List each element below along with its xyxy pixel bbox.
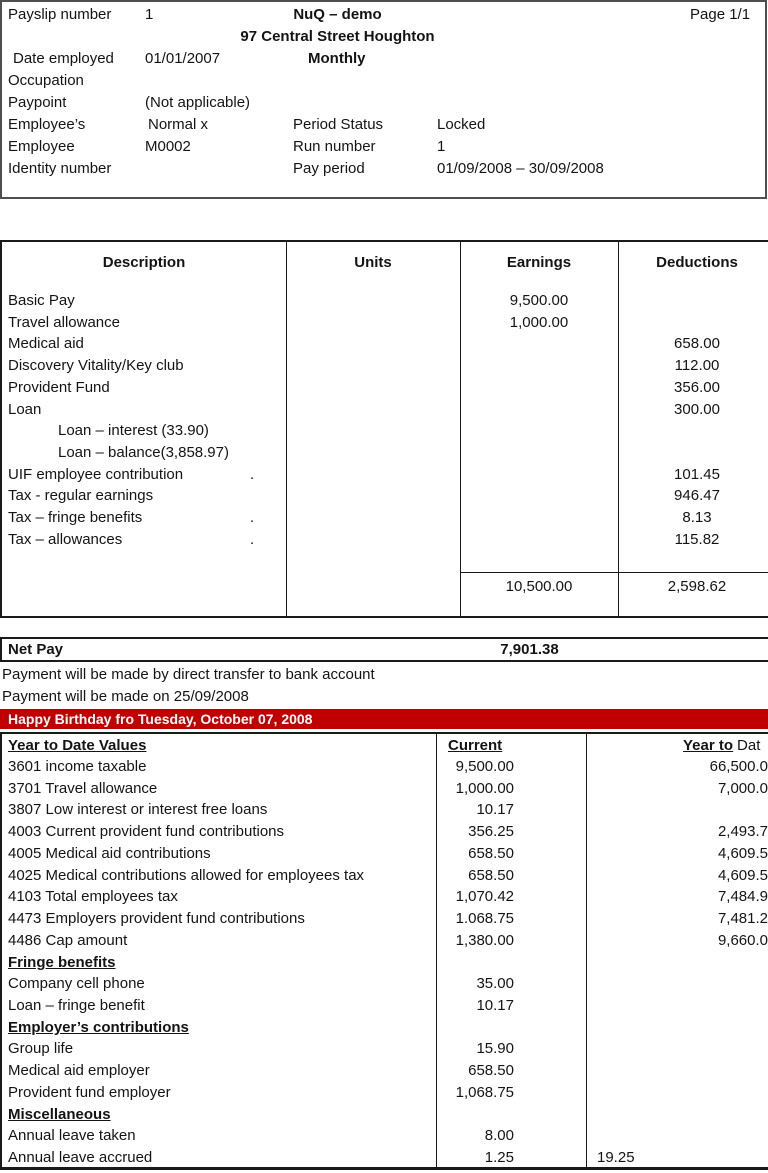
ytd-row-label: 4486 Cap amount	[8, 932, 128, 949]
paypoint-value: (Not applicable)	[145, 94, 251, 111]
ytd-row-label: 4025 Medical contributions allowed for employees tax	[8, 867, 365, 884]
row-stray-dot: .	[250, 466, 255, 483]
ytd-table-row	[2, 845, 768, 865]
ytd-row-ytd-value: 4,609.5	[717, 867, 768, 884]
ytd-row-ytd-value: 4,609.5	[717, 845, 768, 862]
ytd-row-label: Medical aid employer	[8, 1062, 150, 1079]
ytd-header-yeartodate	[683, 737, 760, 754]
earnings-table-row	[2, 292, 768, 312]
row-deductions-value: 658.00	[674, 335, 720, 352]
employees-label: Employee’s	[8, 116, 86, 133]
earnings-table-row	[2, 335, 768, 355]
row-earnings-value: 9,500.00	[509, 292, 569, 309]
row-deductions-value: 946.47	[674, 487, 720, 504]
row-description: Tax - regular earnings	[8, 487, 154, 504]
page-indicator: Page 1/1	[690, 6, 751, 23]
ytd-row-ytd-value: 66,500.0	[709, 758, 768, 775]
row-earnings-value: 1,000.00	[509, 314, 569, 331]
col-header-units: Units	[354, 254, 392, 271]
ytd-table-row	[2, 780, 768, 800]
ytd-row-label: 3807 Low interest or interest free loans	[8, 801, 268, 818]
earnings-deductions-table	[0, 240, 768, 618]
earnings-table-row	[2, 357, 768, 377]
ytd-row-current-value: 1.25	[484, 1149, 514, 1166]
pay-period-label: Pay period	[293, 160, 365, 177]
ytd-row-label: Group life	[8, 1040, 74, 1057]
date-employed-value: 01/01/2007	[145, 50, 221, 67]
ytd-row-ytd-value: 19.25	[597, 1149, 635, 1166]
earnings-table-row	[2, 466, 768, 486]
employee-label: Employee	[8, 138, 75, 155]
ytd-row-current-value: 1,068.75	[455, 1084, 514, 1101]
payment-date-line: Payment will be made on 25/09/2008	[2, 688, 249, 705]
ytd-row-current-value: 15.90	[476, 1040, 514, 1057]
row-description: Loan – interest (33.90)	[58, 422, 209, 439]
ytd-table-row	[2, 888, 768, 908]
ytd-table-row	[2, 1149, 768, 1169]
col-header-earnings: Earnings	[506, 254, 572, 271]
row-description: Provident Fund	[8, 379, 110, 396]
totals-divider-line	[460, 572, 768, 573]
total-deductions: 2,598.62	[667, 578, 727, 595]
year-to-date-table	[0, 732, 768, 1170]
ytd-row-label: 3701 Travel allowance	[8, 780, 158, 797]
row-description: UIF employee contribution	[8, 466, 184, 483]
earnings-table-row	[2, 531, 768, 551]
identity-number-label: Identity number	[8, 160, 112, 177]
ytd-table-row	[2, 758, 768, 778]
earnings-table-row	[2, 422, 768, 442]
ytd-row-ytd-value: 9,660.0	[717, 932, 768, 949]
birthday-banner	[0, 709, 768, 729]
earnings-table-row	[2, 314, 768, 334]
ytd-row-label: 4003 Current provident fund contributions	[8, 823, 285, 840]
ytd-row-label: Provident fund employer	[8, 1084, 171, 1101]
ytd-row-current-value: 658.50	[468, 845, 514, 862]
company-address: 97 Central Street Houghton	[240, 28, 435, 45]
ytd-row-label: 4473 Employers provident fund contributions	[8, 910, 305, 927]
ytd-section-row	[2, 954, 768, 974]
date-employed-label: Date employed	[13, 50, 114, 67]
employee-code: M0002	[145, 138, 191, 155]
ytd-table-row	[2, 1062, 768, 1082]
ytd-row-ytd-value: 2,493.7	[717, 823, 768, 840]
ytd-row-ytd-value: 7,484.9	[717, 888, 768, 905]
row-description: Travel allowance	[8, 314, 120, 331]
ytd-header-values: Year to Date Values	[8, 737, 147, 754]
period-status-label: Period Status	[293, 116, 384, 133]
row-deductions-value: 356.00	[674, 379, 720, 396]
ytd-row-ytd-value: 7,000.0	[717, 780, 768, 797]
payment-method-line: Payment will be made by direct transfer to bank account	[2, 666, 375, 683]
birthday-banner-text: Happy Birthday fro Tuesday, October 07, 2008	[8, 711, 313, 727]
pay-period-value: 01/09/2008 – 30/09/2008	[437, 160, 604, 177]
ytd-row-current-value: 9,500.00	[455, 758, 514, 775]
ytd-table-row	[2, 975, 768, 995]
row-deductions-value: 112.00	[674, 357, 720, 374]
ytd-table-row	[2, 1040, 768, 1060]
ytd-row-current-value: 1,380.00	[455, 932, 514, 949]
run-number-label: Run number	[293, 138, 376, 155]
occupation-label: Occupation	[8, 72, 84, 89]
ytd-row-ytd-value: 7,481.2	[717, 910, 768, 927]
payslip-number-label: Payslip number	[8, 6, 112, 23]
payslip-header-box	[0, 0, 767, 199]
ytd-section-row	[2, 1106, 768, 1126]
row-deductions-value: 101.45	[674, 466, 720, 483]
total-earnings: 10,500.00	[505, 578, 573, 595]
ytd-row-current-value: 8.00	[484, 1127, 514, 1144]
col-header-description: Description	[102, 254, 186, 271]
earnings-table-row	[2, 401, 768, 421]
ytd-row-current-value: 658.50	[468, 867, 514, 884]
ytd-section-heading: Miscellaneous	[8, 1106, 111, 1123]
employees-value: Normal x	[148, 116, 209, 133]
ytd-row-label: Annual leave accrued	[8, 1149, 153, 1166]
ytd-row-label: 4005 Medical aid contributions	[8, 845, 211, 862]
net-pay-value: 7,901.38	[500, 641, 559, 658]
row-stray-dot: .	[250, 531, 255, 548]
row-deductions-value: 300.00	[674, 401, 720, 418]
row-stray-dot: .	[250, 509, 255, 526]
paypoint-label: Paypoint	[8, 94, 67, 111]
ytd-table-row	[2, 1127, 768, 1147]
row-deductions-value: 8.13	[682, 509, 712, 526]
ytd-header-current: Current	[448, 737, 503, 754]
period-status-value: Locked	[437, 116, 486, 133]
row-description: Medical aid	[8, 335, 84, 352]
col-header-deductions: Deductions	[656, 254, 738, 271]
row-description: Loan	[8, 401, 42, 418]
pay-frequency: Monthly	[308, 50, 366, 67]
ytd-row-label: 4103 Total employees tax	[8, 888, 178, 905]
ytd-row-current-value: 10.17	[476, 997, 514, 1014]
payslip-number-value: 1	[145, 6, 154, 23]
ytd-section-heading: Fringe benefits	[8, 954, 116, 971]
net-pay-label: Net Pay	[8, 641, 64, 658]
ytd-row-current-value: 1,070.42	[455, 888, 514, 905]
company-name: NuQ – demo	[293, 6, 382, 23]
earnings-table-row	[2, 509, 768, 529]
ytd-table-row	[2, 867, 768, 887]
ytd-row-current-value: 1,000.00	[455, 780, 514, 797]
ytd-table-row	[2, 997, 768, 1017]
row-description: Tax – allowances	[8, 531, 123, 548]
ytd-header-date-rest: Dat	[737, 737, 761, 754]
ytd-row-current-value: 35.00	[476, 975, 514, 992]
run-number-value: 1	[437, 138, 446, 155]
ytd-row-label: Loan – fringe benefit	[8, 997, 145, 1014]
earnings-table-row	[2, 379, 768, 399]
ytd-header-yearto-bold: Year to	[683, 737, 734, 754]
earnings-table-row	[2, 487, 768, 507]
earnings-table-row	[2, 444, 768, 464]
row-description: Loan – balance(3,858.97)	[58, 444, 229, 461]
ytd-section-heading: Employer’s contributions	[8, 1019, 189, 1036]
ytd-table-row	[2, 1084, 768, 1104]
ytd-row-label: Company cell phone	[8, 975, 145, 992]
net-pay-row	[0, 637, 768, 662]
ytd-table-row	[2, 910, 768, 930]
ytd-table-row	[2, 801, 768, 821]
ytd-row-current-value: 356.25	[468, 823, 514, 840]
ytd-table-row	[2, 823, 768, 843]
ytd-section-row	[2, 1019, 768, 1039]
row-description: Discovery Vitality/Key club	[8, 357, 184, 374]
ytd-row-label: 3601 income taxable	[8, 758, 147, 775]
row-description: Tax – fringe benefits	[8, 509, 143, 526]
ytd-row-label: Annual leave taken	[8, 1127, 136, 1144]
row-deductions-value: 115.82	[674, 531, 720, 548]
ytd-row-current-value: 10.17	[476, 801, 514, 818]
row-description: Basic Pay	[8, 292, 75, 309]
ytd-table-row	[2, 932, 768, 952]
ytd-row-current-value: 1.068.75	[455, 910, 514, 927]
ytd-row-current-value: 658.50	[468, 1062, 514, 1079]
